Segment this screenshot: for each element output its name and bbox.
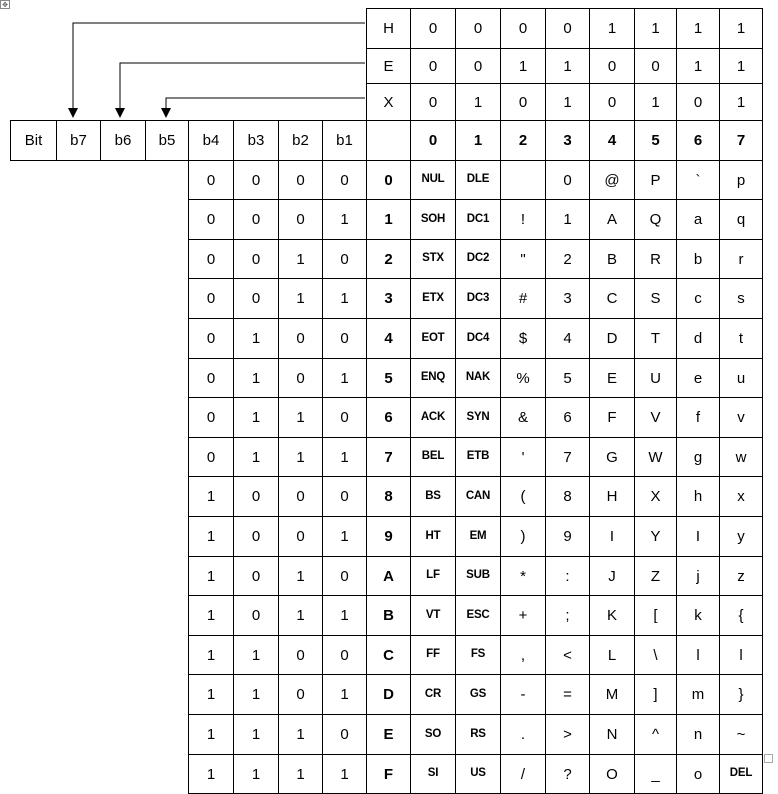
bit-header-cell: b2 xyxy=(278,120,323,161)
bit-value-cell: 0 xyxy=(278,160,323,200)
char-cell: ETB xyxy=(455,437,501,477)
bit-value-cell: 1 xyxy=(188,476,234,517)
bit-value-cell: 0 xyxy=(322,318,367,359)
char-cell: = xyxy=(545,674,590,715)
hex-bit-cell: 1 xyxy=(455,83,501,121)
char-cell: e xyxy=(676,358,720,398)
char-cell: R xyxy=(634,239,677,279)
char-cell: ` xyxy=(676,160,720,200)
bit-value-cell: 1 xyxy=(188,595,234,636)
row-hex-label: C xyxy=(366,635,411,675)
bit-value-cell: 0 xyxy=(233,199,279,240)
char-cell: ETX xyxy=(410,278,456,319)
hex-bit-cell: 0 xyxy=(410,48,456,84)
hex-bit-cell: 1 xyxy=(634,83,677,121)
char-cell: M xyxy=(589,674,635,715)
char-cell: w xyxy=(719,437,763,477)
bit-value-cell: 1 xyxy=(322,516,367,557)
char-cell: CAN xyxy=(455,476,501,517)
char-cell: ESC xyxy=(455,595,501,636)
char-cell: { xyxy=(719,595,763,636)
char-cell: SUB xyxy=(455,556,501,596)
bit-value-cell: 0 xyxy=(233,595,279,636)
char-cell: # xyxy=(500,278,546,319)
char-cell: DC3 xyxy=(455,278,501,319)
char-cell: ^ xyxy=(634,714,677,755)
bit-value-cell: 0 xyxy=(322,160,367,200)
bit-value-cell: 0 xyxy=(278,358,323,398)
char-cell: EM xyxy=(455,516,501,557)
char-cell: a xyxy=(676,199,720,240)
char-cell: 3 xyxy=(545,278,590,319)
char-cell: DC2 xyxy=(455,239,501,279)
char-cell: } xyxy=(719,674,763,715)
column-label: 7 xyxy=(719,120,763,161)
char-cell: S xyxy=(634,278,677,319)
char-cell: H xyxy=(589,476,635,517)
char-cell: V xyxy=(634,397,677,438)
char-cell: $ xyxy=(500,318,546,359)
char-cell: 8 xyxy=(545,476,590,517)
bit-value-cell: 0 xyxy=(278,318,323,359)
char-cell: ! xyxy=(500,199,546,240)
char-cell: B xyxy=(589,239,635,279)
char-cell: L xyxy=(589,635,635,675)
char-cell: c xyxy=(676,278,720,319)
char-cell: _ xyxy=(634,754,677,794)
char-cell: DLE xyxy=(455,160,501,200)
char-cell: . xyxy=(500,714,546,755)
char-cell: U xyxy=(634,358,677,398)
char-cell: HT xyxy=(410,516,456,557)
char-cell: ? xyxy=(545,754,590,794)
hex-bit-cell: 1 xyxy=(634,8,677,49)
char-cell: l xyxy=(719,635,763,675)
char-cell: f xyxy=(676,397,720,438)
char-cell: O xyxy=(589,754,635,794)
char-cell: l xyxy=(676,635,720,675)
bit-value-cell: 0 xyxy=(322,476,367,517)
char-cell: ; xyxy=(545,595,590,636)
bit-value-cell: 0 xyxy=(188,278,234,319)
char-cell: Z xyxy=(634,556,677,596)
hex-bit-cell: 1 xyxy=(545,48,590,84)
bit-value-cell: 0 xyxy=(188,397,234,438)
row-hex-label: D xyxy=(366,674,411,715)
column-label: 5 xyxy=(634,120,677,161)
hex-bit-cell: 0 xyxy=(500,8,546,49)
char-cell: DC1 xyxy=(455,199,501,240)
bit-value-cell: 0 xyxy=(278,635,323,675)
char-cell: ] xyxy=(634,674,677,715)
char-cell: ENQ xyxy=(410,358,456,398)
char-cell: DC4 xyxy=(455,318,501,359)
bit-value-cell: 0 xyxy=(233,476,279,517)
char-cell: SYN xyxy=(455,397,501,438)
hex-bit-cell: 1 xyxy=(719,8,763,49)
hex-bit-cell: 0 xyxy=(500,83,546,121)
bit-value-cell: 0 xyxy=(188,437,234,477)
row-hex-label: 4 xyxy=(366,318,411,359)
bit-value-cell: 0 xyxy=(278,516,323,557)
char-cell: r xyxy=(719,239,763,279)
char-cell: < xyxy=(545,635,590,675)
char-cell: N xyxy=(589,714,635,755)
char-cell: 6 xyxy=(545,397,590,438)
table-resize-handle[interactable] xyxy=(764,754,773,763)
char-cell: * xyxy=(500,556,546,596)
char-cell: RS xyxy=(455,714,501,755)
char-cell: o xyxy=(676,754,720,794)
char-cell: v xyxy=(719,397,763,438)
hex-bit-cell: 1 xyxy=(589,8,635,49)
bit-value-cell: 1 xyxy=(233,635,279,675)
hex-header-label: H xyxy=(366,8,411,49)
char-cell: I xyxy=(589,516,635,557)
bit-value-cell: 1 xyxy=(278,714,323,755)
char-cell xyxy=(500,160,546,200)
char-cell: / xyxy=(500,754,546,794)
char-cell: 0 xyxy=(545,160,590,200)
bit-value-cell: 1 xyxy=(278,397,323,438)
bit-header-cell: b6 xyxy=(100,120,146,161)
char-cell: & xyxy=(500,397,546,438)
char-cell: d xyxy=(676,318,720,359)
char-cell: @ xyxy=(589,160,635,200)
char-cell: VT xyxy=(410,595,456,636)
bit-value-cell: 0 xyxy=(233,278,279,319)
bit-value-cell: 0 xyxy=(188,358,234,398)
hex-bit-cell: 0 xyxy=(634,48,677,84)
bit-value-cell: 1 xyxy=(233,318,279,359)
bit-value-cell: 1 xyxy=(233,714,279,755)
row-hex-label: 9 xyxy=(366,516,411,557)
char-cell: ~ xyxy=(719,714,763,755)
char-cell: K xyxy=(589,595,635,636)
row-hex-label: 2 xyxy=(366,239,411,279)
char-cell: F xyxy=(589,397,635,438)
char-cell: Y xyxy=(634,516,677,557)
char-cell: + xyxy=(500,595,546,636)
char-cell: GS xyxy=(455,674,501,715)
bit-value-cell: 0 xyxy=(233,516,279,557)
hex-bit-cell: 1 xyxy=(676,48,720,84)
char-cell: NUL xyxy=(410,160,456,200)
bit-value-cell: 1 xyxy=(322,358,367,398)
char-cell: " xyxy=(500,239,546,279)
bit-value-cell: 0 xyxy=(322,714,367,755)
bit-value-cell: 1 xyxy=(188,556,234,596)
char-cell: ACK xyxy=(410,397,456,438)
row-hex-label: E xyxy=(366,714,411,755)
char-cell: C xyxy=(589,278,635,319)
char-cell: n xyxy=(676,714,720,755)
char-cell: X xyxy=(634,476,677,517)
hex-bit-cell: 1 xyxy=(500,48,546,84)
hex-header-label: E xyxy=(366,48,411,84)
char-cell: 2 xyxy=(545,239,590,279)
bit-value-cell: 1 xyxy=(322,199,367,240)
hex-bit-cell: 0 xyxy=(410,8,456,49)
char-cell: 5 xyxy=(545,358,590,398)
bit-value-cell: 0 xyxy=(188,239,234,279)
char-cell: FS xyxy=(455,635,501,675)
row-hex-label: F xyxy=(366,754,411,794)
bit-value-cell: 1 xyxy=(278,437,323,477)
bit-header-cell: b7 xyxy=(56,120,101,161)
char-cell: g xyxy=(676,437,720,477)
char-cell: STX xyxy=(410,239,456,279)
hex-bit-cell: 0 xyxy=(589,83,635,121)
bit-value-cell: 0 xyxy=(188,199,234,240)
char-cell: LF xyxy=(410,556,456,596)
bit-value-cell: 1 xyxy=(278,239,323,279)
row-hex-label: 7 xyxy=(366,437,411,477)
char-cell: E xyxy=(589,358,635,398)
row-hex-label: A xyxy=(366,556,411,596)
char-cell: > xyxy=(545,714,590,755)
bit-value-cell: 1 xyxy=(233,397,279,438)
char-cell: u xyxy=(719,358,763,398)
char-cell: FF xyxy=(410,635,456,675)
char-cell: t xyxy=(719,318,763,359)
bit-value-cell: 1 xyxy=(322,754,367,794)
bit-value-cell: 1 xyxy=(278,754,323,794)
bit-value-cell: 1 xyxy=(188,635,234,675)
bit-value-cell: 1 xyxy=(322,278,367,319)
hex-bit-cell: 0 xyxy=(455,48,501,84)
hex-bit-cell: 1 xyxy=(676,8,720,49)
column-label: 4 xyxy=(589,120,635,161)
char-cell: s xyxy=(719,278,763,319)
bit-value-cell: 1 xyxy=(322,437,367,477)
char-cell: SO xyxy=(410,714,456,755)
char-cell: A xyxy=(589,199,635,240)
bit-value-cell: 1 xyxy=(278,595,323,636)
char-cell: SOH xyxy=(410,199,456,240)
char-cell: SI xyxy=(410,754,456,794)
row-hex-label: 0 xyxy=(366,160,411,200)
bit-value-cell: 1 xyxy=(188,754,234,794)
char-cell: DEL xyxy=(719,754,763,794)
char-cell: J xyxy=(589,556,635,596)
char-cell: h xyxy=(676,476,720,517)
row-hex-label: 5 xyxy=(366,358,411,398)
char-cell: I xyxy=(676,516,720,557)
bit-header-cell: b3 xyxy=(233,120,279,161)
bit-value-cell: 1 xyxy=(188,516,234,557)
bit-value-cell: 1 xyxy=(322,595,367,636)
char-cell: NAK xyxy=(455,358,501,398)
bit-value-cell: 0 xyxy=(322,635,367,675)
char-cell: BEL xyxy=(410,437,456,477)
char-cell: x xyxy=(719,476,763,517)
char-cell: - xyxy=(500,674,546,715)
column-label: 1 xyxy=(455,120,501,161)
bit-value-cell: 1 xyxy=(233,674,279,715)
char-cell: m xyxy=(676,674,720,715)
char-cell: b xyxy=(676,239,720,279)
bit-value-cell: 1 xyxy=(322,674,367,715)
char-cell: BS xyxy=(410,476,456,517)
char-cell: US xyxy=(455,754,501,794)
char-cell: % xyxy=(500,358,546,398)
char-cell: z xyxy=(719,556,763,596)
char-cell: [ xyxy=(634,595,677,636)
bit-value-cell: 0 xyxy=(278,199,323,240)
char-cell: q xyxy=(719,199,763,240)
bit-header-cell: b4 xyxy=(188,120,234,161)
hex-bit-cell: 0 xyxy=(410,83,456,121)
char-cell: ' xyxy=(500,437,546,477)
char-cell: p xyxy=(719,160,763,200)
bit-header-cell: b5 xyxy=(145,120,189,161)
row-hex-label: 1 xyxy=(366,199,411,240)
table-anchor-icon[interactable]: ✥ xyxy=(0,0,10,9)
bit-header-cell: Bit xyxy=(10,120,57,161)
bit-value-cell: 1 xyxy=(233,754,279,794)
char-cell: , xyxy=(500,635,546,675)
char-cell: \ xyxy=(634,635,677,675)
char-cell: EOT xyxy=(410,318,456,359)
bit-header-cell: b1 xyxy=(322,120,367,161)
char-cell: 4 xyxy=(545,318,590,359)
hex-bit-cell: 1 xyxy=(719,83,763,121)
row-hex-label: B xyxy=(366,595,411,636)
char-cell: : xyxy=(545,556,590,596)
char-cell: T xyxy=(634,318,677,359)
char-cell: y xyxy=(719,516,763,557)
bit-value-cell: 0 xyxy=(233,556,279,596)
char-cell: 9 xyxy=(545,516,590,557)
bit-value-cell: 1 xyxy=(233,437,279,477)
bit-value-cell: 0 xyxy=(278,476,323,517)
row-hex-label: 3 xyxy=(366,278,411,319)
char-cell: k xyxy=(676,595,720,636)
bit-value-cell: 0 xyxy=(188,160,234,200)
bit-value-cell: 0 xyxy=(322,397,367,438)
char-cell: ( xyxy=(500,476,546,517)
hex-bit-cell: 1 xyxy=(545,83,590,121)
bit-value-cell: 0 xyxy=(233,160,279,200)
char-cell: 1 xyxy=(545,199,590,240)
char-cell: G xyxy=(589,437,635,477)
column-label: 0 xyxy=(410,120,456,161)
hex-bit-cell: 0 xyxy=(455,8,501,49)
hex-header-label: X xyxy=(366,83,411,121)
char-cell: D xyxy=(589,318,635,359)
char-cell: j xyxy=(676,556,720,596)
char-cell: W xyxy=(634,437,677,477)
column-label: 2 xyxy=(500,120,546,161)
bit-value-cell: 1 xyxy=(278,556,323,596)
hex-bit-cell: 0 xyxy=(545,8,590,49)
row-hex-label: 6 xyxy=(366,397,411,438)
row-hex-label: 8 xyxy=(366,476,411,517)
char-cell: CR xyxy=(410,674,456,715)
hex-bit-cell: 0 xyxy=(589,48,635,84)
char-cell: ) xyxy=(500,516,546,557)
column-label: 6 xyxy=(676,120,720,161)
bit-value-cell: 0 xyxy=(322,556,367,596)
hex-bit-cell: 1 xyxy=(719,48,763,84)
bit-value-cell: 1 xyxy=(233,358,279,398)
char-cell: 7 xyxy=(545,437,590,477)
bit-value-cell: 0 xyxy=(233,239,279,279)
bit-value-cell: 0 xyxy=(278,674,323,715)
bit-value-cell: 1 xyxy=(188,714,234,755)
bit-value-cell: 1 xyxy=(278,278,323,319)
bit-value-cell: 0 xyxy=(188,318,234,359)
char-cell: Q xyxy=(634,199,677,240)
hex-bit-cell: 0 xyxy=(676,83,720,121)
corner-cell xyxy=(366,120,411,161)
char-cell: P xyxy=(634,160,677,200)
bit-value-cell: 0 xyxy=(322,239,367,279)
column-label: 3 xyxy=(545,120,590,161)
bit-value-cell: 1 xyxy=(188,674,234,715)
